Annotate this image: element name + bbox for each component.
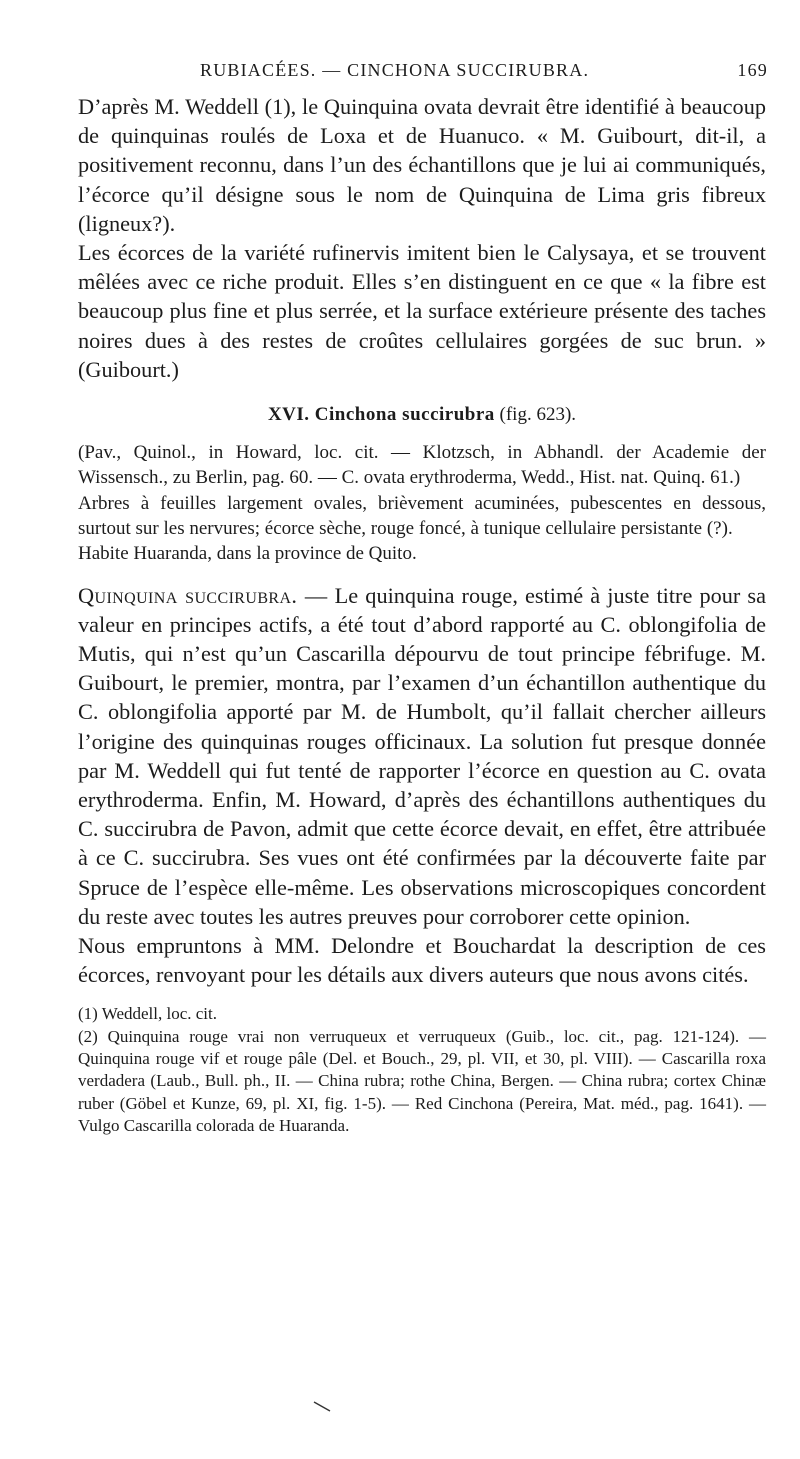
- synonymy: (Pav., Quinol., in Howard, loc. cit. — Klotzsch, in Abhandl. der Academie der Wissensch., zu Berlin, pag. 60. — C. ovata erythroderma, Wedd., Hist. nat. Quinq. 61.): [78, 442, 766, 489]
- footnotes: [78, 1003, 766, 1137]
- footnote-1: (1) Weddell, loc. cit.: [78, 1004, 217, 1024]
- spacer: [78, 567, 766, 581]
- stray-mark: [313, 1400, 333, 1414]
- running-header: [78, 60, 768, 86]
- figure-reference: (fig. 623).: [499, 404, 577, 426]
- page-body: [78, 92, 766, 1137]
- paragraph-weddell: D’après M. Weddell (1), le Quinquina ovata devrait être identifié à beaucoup de quinquinas roulés de Loxa et de Huanuco. « M. Guibourt, dit-il, a positivement reconnu, dans l’un des échantillons que je lui ai communiqués, l’écorce qu’il désigne sous le nom de Quinquina de Lima gris fibreux (ligneux?).: [78, 94, 766, 236]
- footnote-2: (2) Quinquina rouge vrai non verruqueux et verruqueux (Guib., loc. cit., pag. 121-124). — Quinquina rouge vif et rouge pâle (Del. et Bouch., 29, pl. VII, et 30, pl. VIII). — Cascarilla roxa verdadera (Laub., Bull. ph., II. — China rubra; rothe China, Bergen. — China rubra; cortex Chinæ ruber (Göbel et Kunze, 69, pl. XI, fig. 1-5). — Red Cinchona (Pereira, Mat. méd., pag. 1641). — Vulgo Cascarilla colorada de Huaranda.: [78, 1026, 766, 1135]
- species-description: Arbres à feuilles largement ovales, brièvement acuminées, pubescentes en dessous, surtout sur les nervures; écorce sèche, rouge foncé, à tunique cellulaire persistante (?).: [78, 492, 766, 539]
- running-title: RUBIACÉES. — CINCHONA SUCCIRUBRA.: [200, 60, 590, 80]
- paragraph-empruntons: Nous empruntons à MM. Delondre et Bouchardat la description de ces écorces, renvoyant pour les détails aux divers auteurs que nous avons cités.: [78, 932, 766, 988]
- page-number: 169: [737, 60, 768, 80]
- paragraph-rufinervis: Les écorces de la variété rufinervis imitent bien le Calysaya, et se trouvent mêlées avec ce riche produit. Elles s’en distinguent en ce que « la fibre est beaucoup plus fine et plus serrée, et la surface extérieure présente des taches noires dues à des restes de croûtes cellulaires gorgées de suc brun. » (Guibourt.): [78, 240, 766, 382]
- species-habitat: Habite Huaranda, dans la province de Quito.: [78, 543, 417, 565]
- species-entry: [78, 440, 766, 566]
- paragraph-quinquina-rouge: [78, 581, 766, 931]
- paragraph-text: Le quinquina rouge, estimé à juste titre pour sa valeur en principes actifs, a été tout d’abord rapporté au C. oblongifolia de Mutis, qui n’est qu’un Cascarilla dépourvu de tout principe fébrifuge. M. Guibourt, le premier, montra, par l’examen d’un échantillon authentique du C. oblongifolia apporté par M. de Humbolt, qu’il fallait chercher ailleurs l’origine des quinquinas rouges officinaux. La solution fut presque donnée par M. Weddell qui fut tenté de rapporter l’écorce en question au C. ovata erythroderma. Enfin, M. Howard, d’après des échantillons authentiques du C. succirubra de Pavon, admit que cette écorce devait, en effet, être attribuée à ce C. succirubra. Ses vues ont été confirmées par la découverte faite par Spruce de l’espèce elle-même. Les observations microscopiques concordent du reste avec toutes les autres preuves pour corroborer cette opinion.: [78, 582, 766, 929]
- section-heading: [78, 402, 766, 428]
- paragraph-lead: Quinquina succirubra. —: [78, 582, 328, 608]
- section-title: XVI. Cinchona succirubra: [267, 404, 495, 426]
